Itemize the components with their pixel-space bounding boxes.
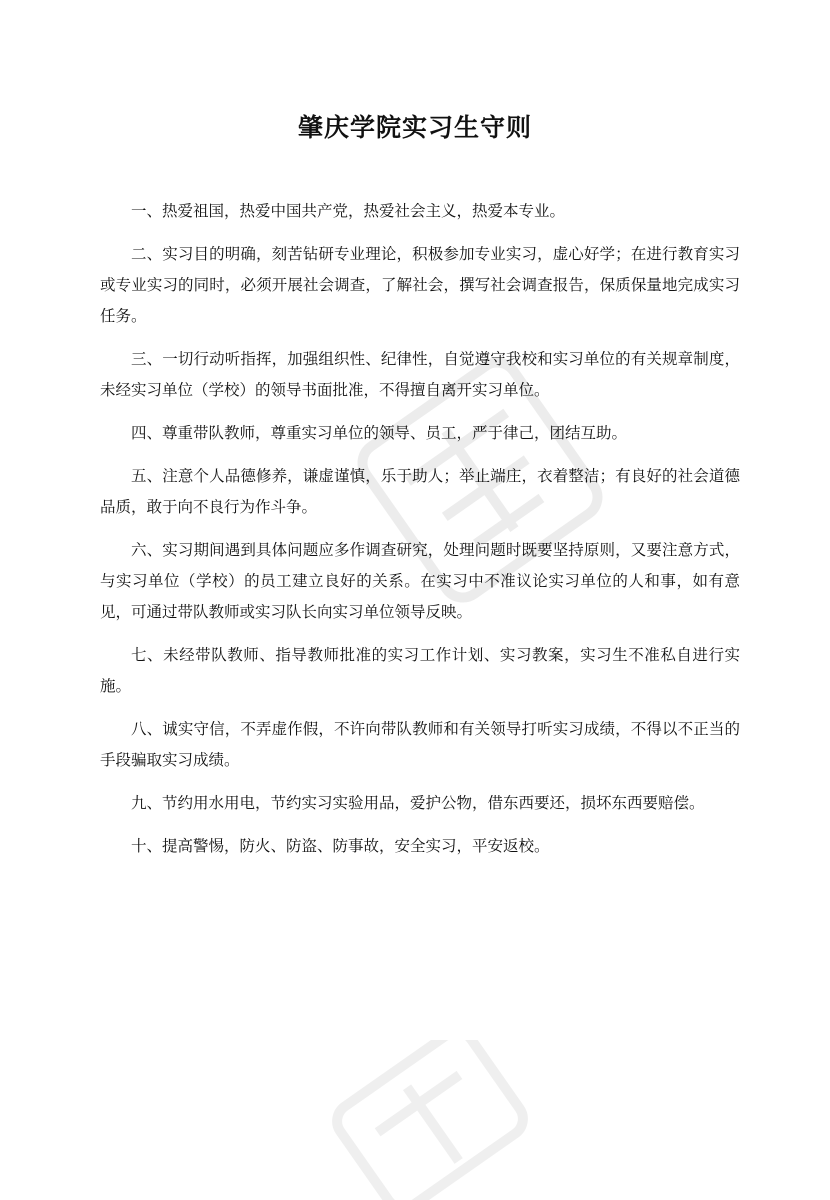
document-body [100,196,740,874]
paragraph-2: 二、实习目的明确，刻苦钻研专业理论，积极参加专业实习，虚心好学；在进行教育实习或专业实习的同时，必须开展社会调查，了解社会，撰写社会调查报告，保质保量地完成实习任务。 [100,245,740,325]
paragraph-5: 五、注意个人品德修养，谦虚谨慎，乐于助人；举止端庄，衣着整洁；有良好的社会道德品质，敢于向不良行为作斗争。 [100,467,740,516]
paragraph-10: 十、提高警惕，防火、防盗、防事故，安全实习，平安返校。 [131,837,550,855]
document-title: 肇庆学院实习生守则 [297,113,532,142]
paragraph-1: 一、热爱祖国，热爱中国共产党，热爱社会主义，热爱本专业。 [131,202,566,220]
paragraph-4: 四、尊重带队教师，尊重实习单位的领导、员工，严于律己，团结互助。 [131,424,628,442]
paragraph-9: 九、节约用水用电，节约实习实验用品，爱护公物，借东西要还，损坏东西要赔偿。 [131,794,705,812]
paragraph-6: 六、实习期间遇到具体问题应多作调查研究，处理问题时既要坚持原则，又要注意方式，与实习单位（学校）的员工建立良好的关系。在实习中不准议论实习单位的人和事，如有意见，可通过带队教师或实习队长向实习单位领导反映。 [100,541,740,621]
paragraph-7: 七、未经带队教师、指导教师批准的实习工作计划、实习教案，实习生不准私自进行实施。 [100,646,740,695]
paragraph-8: 八、诚实守信，不弄虚作假，不许向带队教师和有关领导打听实习成绩，不得以不正当的手段骗取实习成绩。 [100,720,740,769]
watermark-logo-bottom [300,1040,560,1200]
paragraph-3: 三、一切行动听指挥，加强组织性、纪律性，自觉遵守我校和实习单位的有关规章制度，未经实习单位（学校）的领导书面批准，不得擅自离开实习单位。 [100,350,740,399]
